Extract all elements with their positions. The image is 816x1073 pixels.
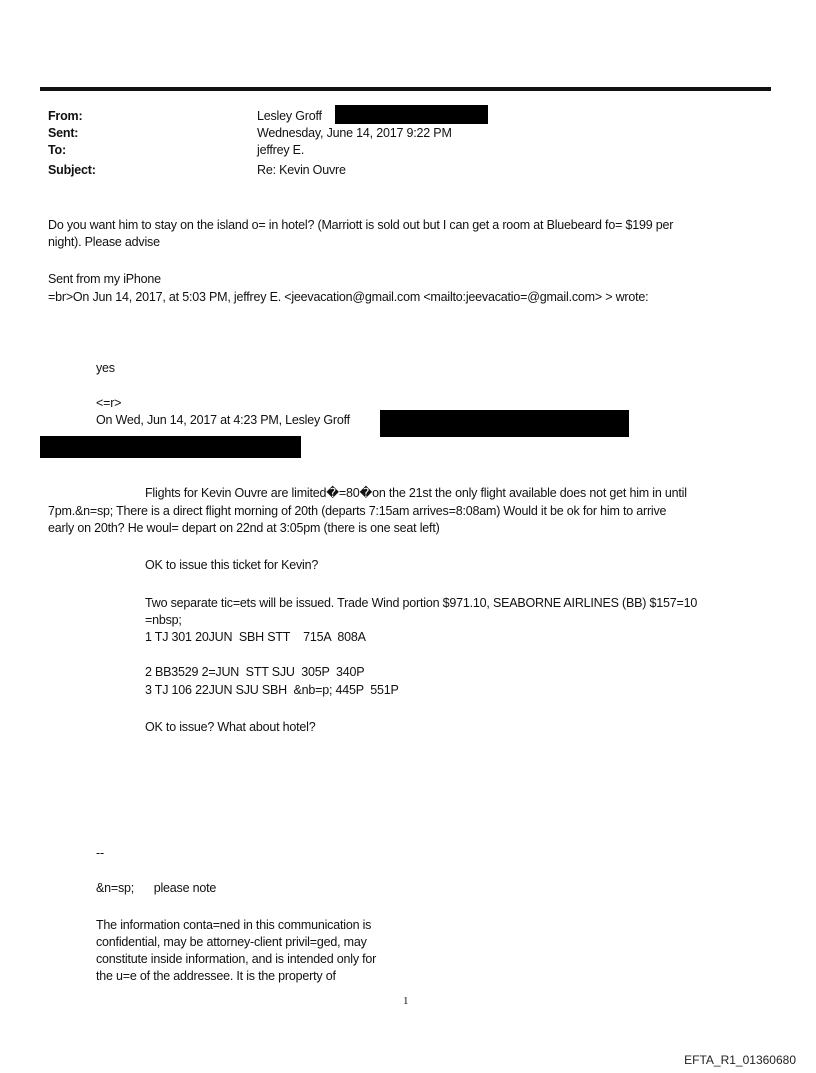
to-label: To: [48,143,66,157]
subject-value: Re: Kevin Ouvre [257,163,346,177]
subject-label: Subject: [48,163,96,177]
quote-header: =br>On Jun 14, 2017, at 5:03 PM, jeffrey E. <jeevacation@gmail.com <mailto:jeevacatio=@gmail.com> > wrote: [48,290,649,304]
disclaimer-line: The information conta=ned in this communication is [96,918,372,932]
segment-3: 3 TJ 106 22JUN SJU SBH &nb=p; 445P 551P [145,683,399,697]
disclaimer-line: constitute inside information, and is intended only for [96,952,377,966]
ok-hotel: OK to issue? What about hotel? [145,720,316,734]
br-text: <=r> [96,396,122,410]
segment-2: 2 BB3529 2=JUN STT SJU 305P 340P [145,665,365,679]
redaction [40,436,301,458]
to-value: jeffrey E. [257,143,305,157]
from-value: Lesley Groff [257,109,322,123]
signature: Sent from my iPhone [48,272,161,286]
two-tickets: Two separate tic=ets will be issued. Trade Wind portion $971.10, SEABORNE AIRLINES (BB) $157=10 [145,596,698,610]
please-note: &n=sp; please note [96,881,217,895]
page-number: 1 [403,995,409,1007]
sent-value: Wednesday, June 14, 2017 9:22 PM [257,126,452,140]
from-label: From: [48,109,83,123]
disclaimer-line: confidential, may be attorney-client privil=ged, may [96,935,367,949]
on-wed-line: On Wed, Jun 14, 2017 at 4:23 PM, Lesley Groff [96,413,350,427]
flights-line: 7pm.&n=sp; There is a direct flight morning of 20th (departs 7:15am arrives=8:08am) Would it be ok for him to arrive [48,504,667,518]
body-line: night). Please advise [48,235,160,249]
flights-line: Flights for Kevin Ouvre are limited�=80�on the 21st the only flight available does not get him in until [145,486,687,500]
flights-line: early on 20th? He woul= depart on 22nd at 3:05pm (there is one seat left) [48,521,440,535]
sent-label: Sent: [48,126,79,140]
sig-dash: -- [96,846,104,860]
disclaimer-line: the u=e of the addressee. It is the property of [96,969,336,983]
header-rule [40,87,771,91]
nbsp-line: =nbsp; [145,613,182,627]
ok-ticket: OK to issue this ticket for Kevin? [145,558,319,572]
body-line: Do you want him to stay on the island o= in hotel? (Marriott is sold out but I can get a room at Bluebeard fo= $199 per [48,218,674,232]
redaction [380,410,629,437]
reply-yes: yes [96,361,115,375]
redaction [335,105,488,124]
segment-1: 1 TJ 301 20JUN SBH STT 715A 808A [145,630,366,644]
document-id: EFTA_R1_01360680 [684,1053,796,1067]
